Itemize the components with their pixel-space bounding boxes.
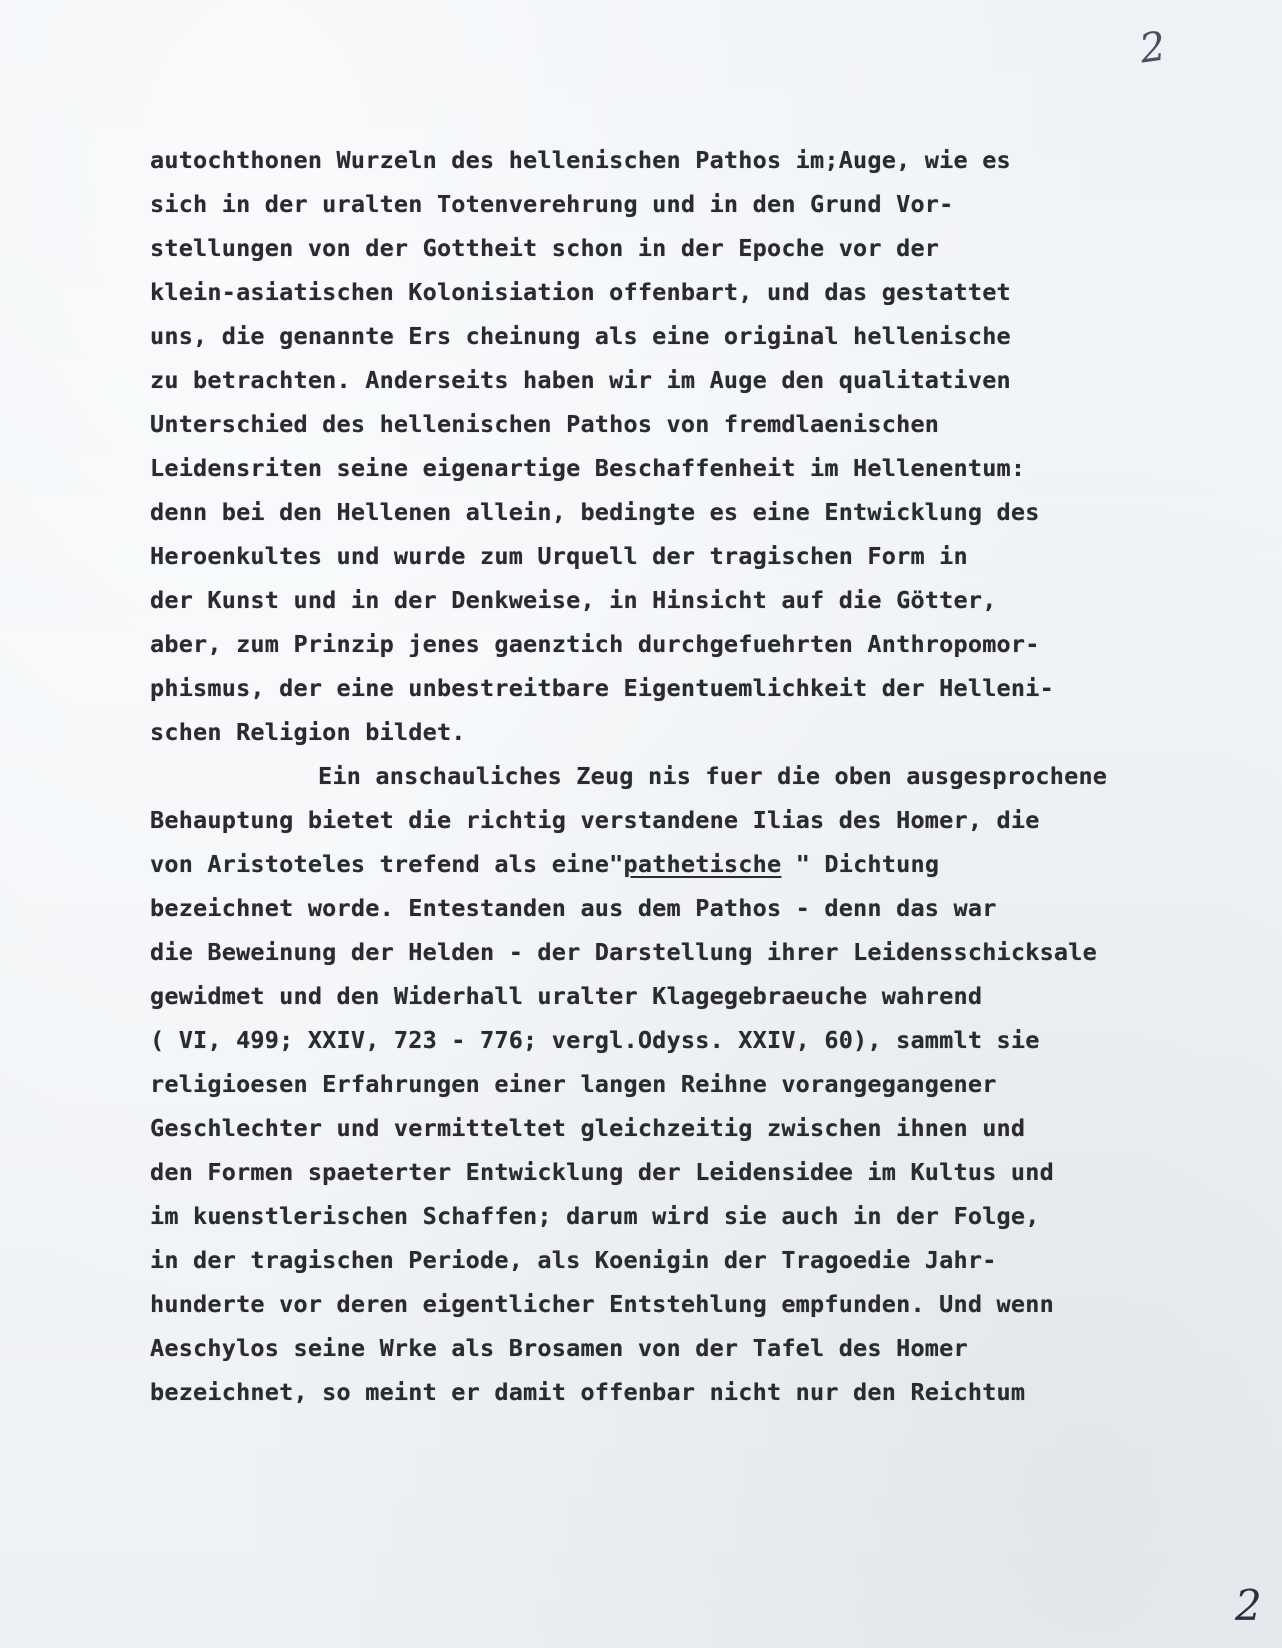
handwritten-page-number-top: 2 <box>1136 23 1169 73</box>
text-line: bezeichnet, so meint er damit offenbar nicht nur den Reichtum <box>150 1378 1026 1406</box>
text-line: klein-asiatischen Kolonisiation offenbart, und das gestattet <box>150 278 1011 306</box>
typed-text-body <box>150 138 1150 1414</box>
text-line: im kuenstlerischen Schaffen; darum wird sie auch in der Folge, <box>150 1202 1040 1230</box>
handwritten-page-number-bottom: 2 <box>1235 1581 1262 1630</box>
text-line: sich in der uralten Totenverehrung und in den Grund Vor- <box>150 190 954 218</box>
text-line: aber, zum Prinzip jenes gaenztich durchgefuehrten Anthropomor- <box>150 630 1040 658</box>
text-line: autochthonen Wurzeln des hellenischen Pathos im;Auge, wie es <box>150 146 1011 174</box>
text-segment: von Aristoteles trefend als eine" <box>150 850 624 878</box>
text-line: Unterschied des hellenischen Pathos von fremdlaenischen <box>150 410 940 438</box>
text-line: zu betrachten. Anderseits haben wir im Auge den qualitativen <box>150 366 1011 394</box>
text-line: der Kunst und in der Denkweise, in Hinsicht auf die Götter, <box>150 586 997 614</box>
text-segment: " Dichtung <box>781 850 940 878</box>
text-line: religioesen Erfahrungen einer langen Reihne vorangegangener <box>150 1070 997 1098</box>
text-line: phismus, der eine unbestreitbare Eigentuemlichkeit der Helleni- <box>150 674 1054 702</box>
text-line: Heroenkultes und wurde zum Urquell der tragischen Form in <box>150 542 968 570</box>
text-line: gewidmet und den Widerhall uralter Klagegebraeuche wahrend <box>150 982 983 1010</box>
text-line: stellungen von der Gottheit schon in der Epoche vor der <box>150 234 940 262</box>
text-line: Behauptung bietet die richtig verstandene Ilias des Homer, die <box>150 806 1040 834</box>
text-line: Leidensriten seine eigenartige Beschaffenheit im Hellenentum: <box>150 454 1026 482</box>
text-line: schen Religion bildet. <box>150 718 466 746</box>
text-line: die Beweinung der Helden - der Darstellung ihrer Leidensschicksale <box>150 938 1097 966</box>
text-line: ( VI, 499; XXIV, 723 - 776; vergl.Odyss. XXIV, 60), sammlt sie <box>150 1026 1040 1054</box>
text-line-with-underline <box>150 842 1150 886</box>
underlined-word: pathetische <box>623 850 782 878</box>
text-line: Aeschylos seine Wrke als Brosamen von der Tafel des Homer <box>150 1334 968 1362</box>
paragraph-start-line: Ein anschauliches Zeug nis fuer die oben ausgesprochene <box>318 762 1108 790</box>
text-line: hunderte vor deren eigentlicher Entstehlung empfunden. Und wenn <box>150 1290 1054 1318</box>
text-line: in der tragischen Periode, als Koenigin der Tragoedie Jahr- <box>150 1246 997 1274</box>
text-line: uns, die genannte Ers cheinung als eine original hellenische <box>150 322 1011 350</box>
text-line: bezeichnet worde. Entestanden aus dem Pathos - denn das war <box>150 894 997 922</box>
text-line: den Formen spaeterter Entwicklung der Leidensidee im Kultus und <box>150 1158 1054 1186</box>
text-line: Geschlechter und vermitteltet gleichzeitig zwischen ihnen und <box>150 1114 1026 1142</box>
text-line: denn bei den Hellenen allein, bedingte es eine Entwicklung des <box>150 498 1040 526</box>
